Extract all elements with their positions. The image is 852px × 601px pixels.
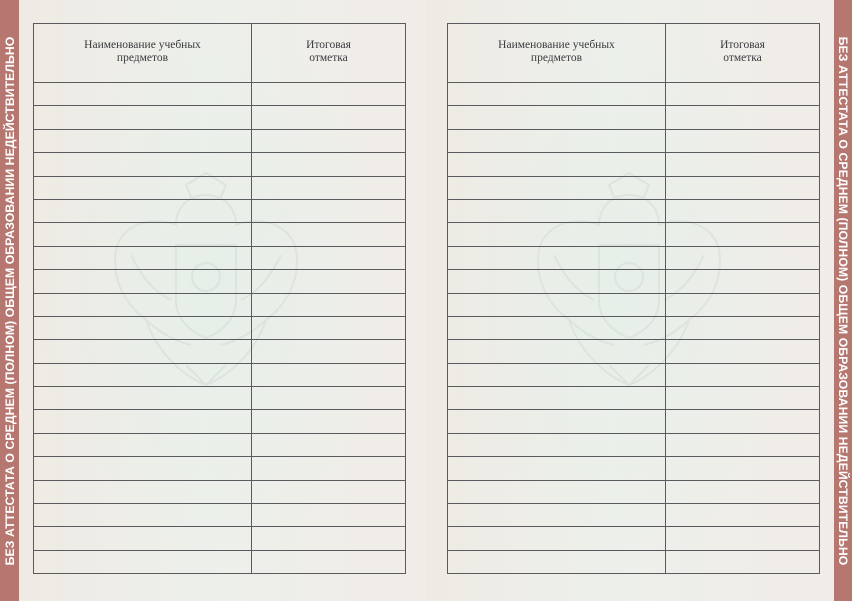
- subject-cell[interactable]: [34, 550, 252, 573]
- subject-cell[interactable]: [448, 550, 666, 573]
- table-row: [448, 199, 820, 222]
- grade-cell[interactable]: [252, 363, 406, 386]
- table-row: [448, 129, 820, 152]
- grade-cell[interactable]: [252, 316, 406, 339]
- grade-cell[interactable]: [666, 246, 820, 269]
- subject-cell[interactable]: [34, 340, 252, 363]
- grade-cell[interactable]: [252, 504, 406, 527]
- table-row: [448, 433, 820, 456]
- grade-cell[interactable]: [252, 457, 406, 480]
- grade-cell[interactable]: [252, 176, 406, 199]
- subject-column-header: [34, 24, 252, 83]
- right-page: [426, 0, 834, 601]
- grade-cell[interactable]: [666, 316, 820, 339]
- subject-cell[interactable]: [448, 363, 666, 386]
- table-row: [34, 410, 406, 433]
- grade-header-line1: Итоговая: [720, 39, 765, 51]
- table-row: [448, 316, 820, 339]
- grade-cell[interactable]: [666, 550, 820, 573]
- table-row: [448, 387, 820, 410]
- subject-cell[interactable]: [34, 433, 252, 456]
- table-row: [34, 270, 406, 293]
- table-row: [448, 270, 820, 293]
- table-row: [448, 504, 820, 527]
- left-margin-text: БЕЗ АТТЕСТАТА О СРЕДНЕМ (ПОЛНОМ) ОБЩЕМ ОБРАЗОВАНИИ НЕДЕЙСТВИТЕЛЬНО: [2, 36, 17, 565]
- subject-cell[interactable]: [34, 129, 252, 152]
- table-row: [34, 293, 406, 316]
- grades-body-right: [448, 83, 820, 574]
- grade-cell[interactable]: [666, 106, 820, 129]
- grade-header-line2: отметка: [723, 52, 762, 64]
- subject-column-header: [448, 24, 666, 83]
- table-row: [34, 106, 406, 129]
- right-margin-strip: [834, 0, 852, 601]
- subject-cell[interactable]: [34, 153, 252, 176]
- table-row: [34, 387, 406, 410]
- grade-cell[interactable]: [666, 223, 820, 246]
- subject-cell[interactable]: [448, 106, 666, 129]
- table-row: [448, 293, 820, 316]
- subject-cell[interactable]: [448, 527, 666, 550]
- subject-cell[interactable]: [34, 293, 252, 316]
- grade-cell[interactable]: [252, 153, 406, 176]
- subject-cell[interactable]: [34, 270, 252, 293]
- table-row: [34, 316, 406, 339]
- grade-cell[interactable]: [252, 223, 406, 246]
- grade-cell[interactable]: [252, 199, 406, 222]
- grade-cell[interactable]: [666, 340, 820, 363]
- subject-cell[interactable]: [34, 387, 252, 410]
- table-row: [448, 550, 820, 573]
- table-row: [448, 527, 820, 550]
- subject-cell[interactable]: [34, 504, 252, 527]
- subject-cell[interactable]: [448, 153, 666, 176]
- table-row: [34, 527, 406, 550]
- subject-cell[interactable]: [34, 223, 252, 246]
- subject-cell[interactable]: [448, 176, 666, 199]
- subject-cell[interactable]: [34, 83, 252, 106]
- grade-cell[interactable]: [252, 480, 406, 503]
- subject-cell[interactable]: [448, 293, 666, 316]
- subject-cell[interactable]: [34, 199, 252, 222]
- table-row: [34, 340, 406, 363]
- subject-cell[interactable]: [34, 480, 252, 503]
- grade-cell[interactable]: [252, 293, 406, 316]
- table-row: [448, 363, 820, 386]
- grade-cell[interactable]: [666, 176, 820, 199]
- subject-cell[interactable]: [448, 433, 666, 456]
- subject-cell[interactable]: [448, 504, 666, 527]
- subject-cell[interactable]: [34, 106, 252, 129]
- subject-header-line1: Наименование учебных: [498, 39, 615, 51]
- grade-column-header: [666, 24, 820, 83]
- grade-header-line2: отметка: [309, 52, 348, 64]
- grade-column-header: [252, 24, 406, 83]
- table-row: [34, 246, 406, 269]
- table-row: [448, 410, 820, 433]
- grade-cell[interactable]: [252, 83, 406, 106]
- grade-cell[interactable]: [252, 340, 406, 363]
- grade-cell[interactable]: [666, 410, 820, 433]
- table-row: [34, 129, 406, 152]
- subject-cell[interactable]: [448, 316, 666, 339]
- table-row: [34, 504, 406, 527]
- table-row: [34, 480, 406, 503]
- subject-cell[interactable]: [448, 457, 666, 480]
- table-row: [34, 457, 406, 480]
- grade-cell[interactable]: [252, 270, 406, 293]
- subject-cell[interactable]: [448, 246, 666, 269]
- subject-cell[interactable]: [34, 246, 252, 269]
- grade-cell[interactable]: [666, 363, 820, 386]
- table-row: [448, 153, 820, 176]
- grade-cell[interactable]: [252, 387, 406, 410]
- table-row: [34, 199, 406, 222]
- grade-cell[interactable]: [252, 106, 406, 129]
- grade-cell[interactable]: [666, 527, 820, 550]
- subject-header-line2: предметов: [530, 52, 583, 64]
- grade-cell[interactable]: [666, 433, 820, 456]
- subject-cell[interactable]: [34, 363, 252, 386]
- table-row: [448, 457, 820, 480]
- grades-table-left: [33, 23, 406, 574]
- grade-cell[interactable]: [666, 199, 820, 222]
- grade-cell[interactable]: [666, 270, 820, 293]
- subject-cell[interactable]: [448, 83, 666, 106]
- grade-cell[interactable]: [666, 153, 820, 176]
- grade-header-line1: Итоговая: [306, 39, 351, 51]
- grade-cell[interactable]: [666, 387, 820, 410]
- table-row: [34, 550, 406, 573]
- table-row: [34, 176, 406, 199]
- subject-cell[interactable]: [448, 340, 666, 363]
- table-row: [448, 246, 820, 269]
- grade-cell[interactable]: [666, 293, 820, 316]
- subject-cell[interactable]: [34, 410, 252, 433]
- grade-cell[interactable]: [252, 550, 406, 573]
- table-row: [34, 363, 406, 386]
- subject-cell[interactable]: [448, 129, 666, 152]
- subject-cell[interactable]: [34, 527, 252, 550]
- table-row: [34, 83, 406, 106]
- left-margin-strip: [0, 0, 19, 601]
- subject-cell[interactable]: [448, 223, 666, 246]
- subject-header-line2: предметов: [116, 52, 169, 64]
- grade-cell[interactable]: [666, 457, 820, 480]
- table-row: [448, 83, 820, 106]
- table-row: [34, 223, 406, 246]
- table-row: [34, 433, 406, 456]
- table-row: [448, 106, 820, 129]
- subject-header-line1: Наименование учебных: [84, 39, 201, 51]
- grade-cell[interactable]: [252, 129, 406, 152]
- subject-cell[interactable]: [448, 199, 666, 222]
- table-row: [448, 176, 820, 199]
- grades-table-right: [447, 23, 820, 574]
- subject-cell[interactable]: [34, 176, 252, 199]
- right-margin-text: БЕЗ АТТЕСТАТА О СРЕДНЕМ (ПОЛНОМ) ОБЩЕМ ОБРАЗОВАНИИ НЕДЕЙСТВИТЕЛЬНО: [836, 36, 850, 565]
- table-row: [34, 153, 406, 176]
- subject-cell[interactable]: [448, 387, 666, 410]
- grade-cell[interactable]: [252, 410, 406, 433]
- grade-cell[interactable]: [666, 83, 820, 106]
- grade-cell[interactable]: [252, 246, 406, 269]
- subject-cell[interactable]: [34, 457, 252, 480]
- grade-cell[interactable]: [252, 527, 406, 550]
- subject-cell[interactable]: [448, 410, 666, 433]
- grades-body-left: [34, 83, 406, 574]
- table-row: [448, 480, 820, 503]
- subject-cell[interactable]: [448, 480, 666, 503]
- grade-cell[interactable]: [666, 129, 820, 152]
- grade-cell[interactable]: [666, 480, 820, 503]
- table-row: [448, 340, 820, 363]
- left-page: [19, 0, 426, 601]
- subject-cell[interactable]: [34, 316, 252, 339]
- subject-cell[interactable]: [448, 270, 666, 293]
- grade-cell[interactable]: [252, 433, 406, 456]
- table-row: [448, 223, 820, 246]
- grade-cell[interactable]: [666, 504, 820, 527]
